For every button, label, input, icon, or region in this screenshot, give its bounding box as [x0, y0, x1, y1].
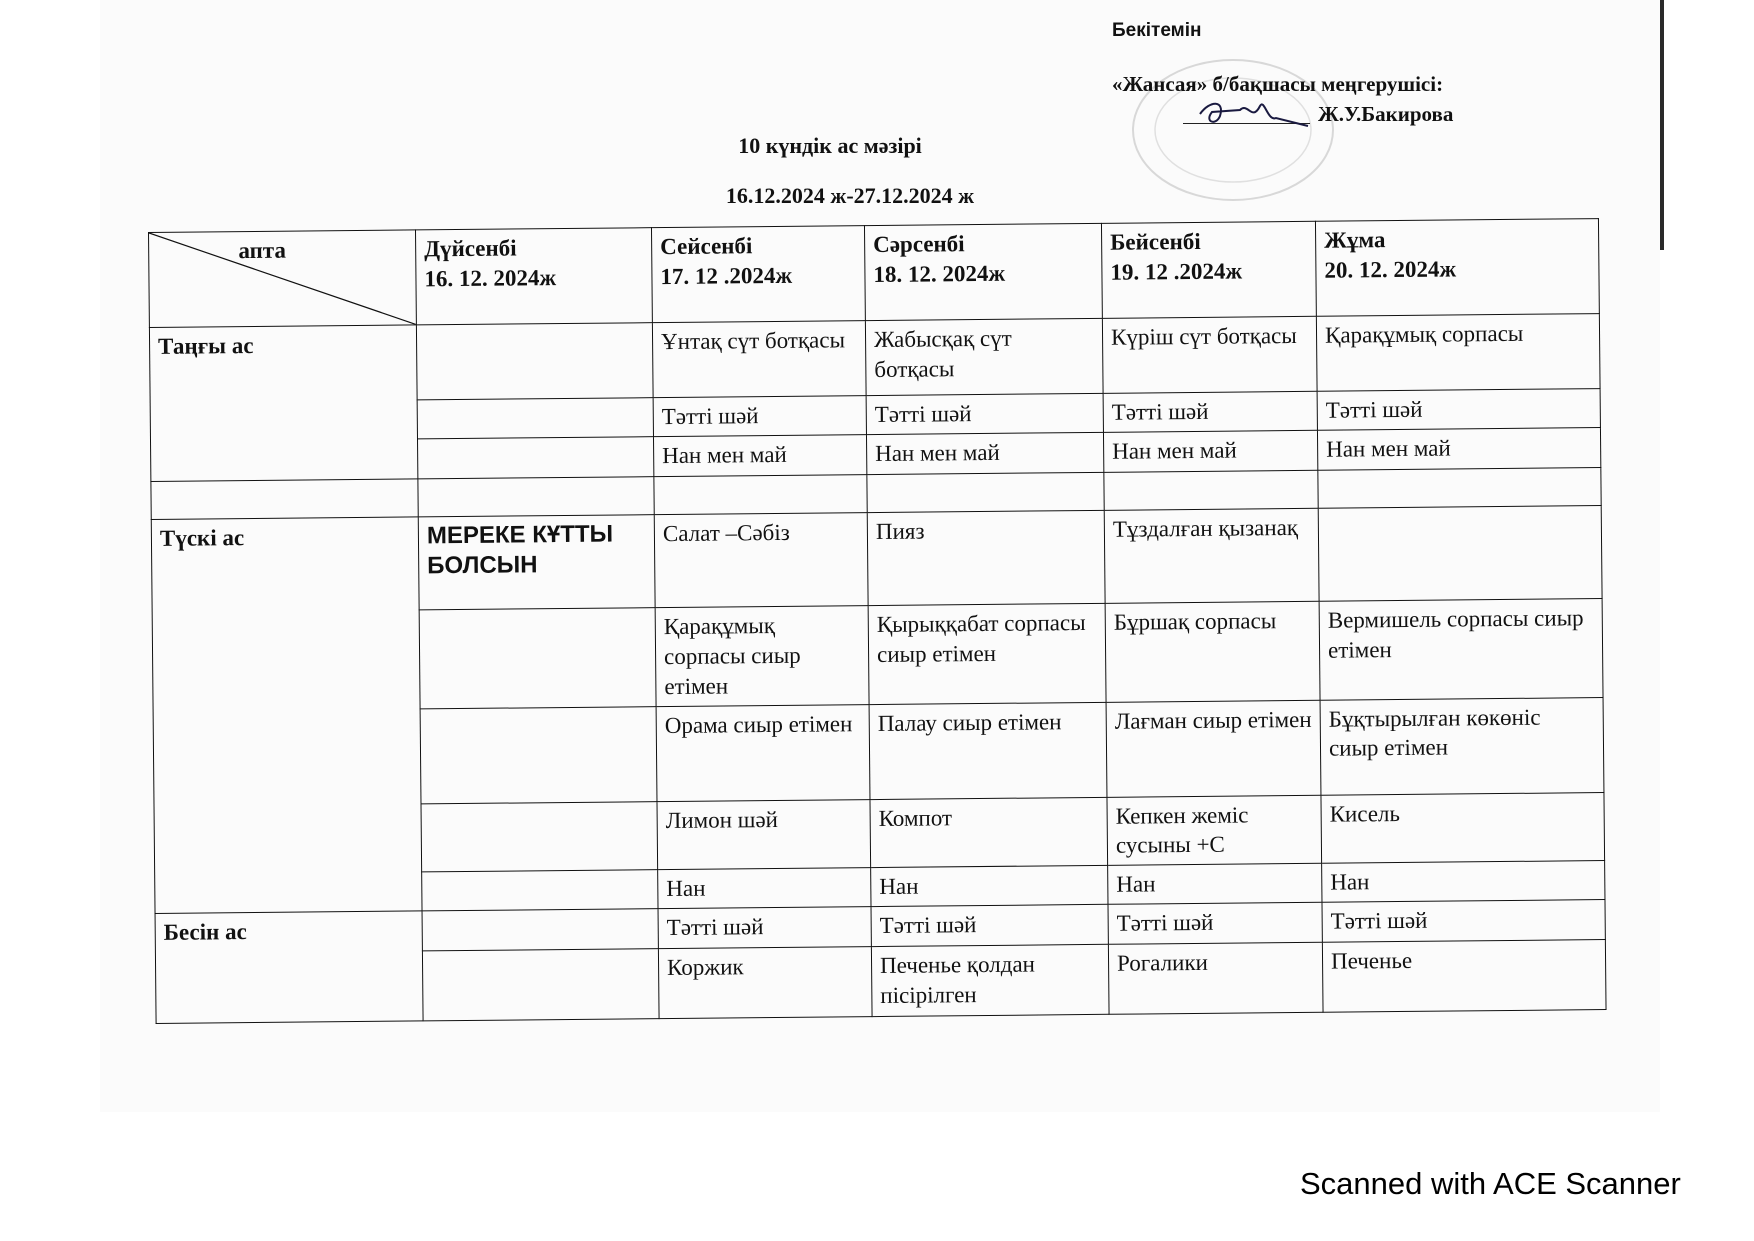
empty-cell: [867, 472, 1104, 512]
menu-cell: Лимон шәй: [657, 799, 871, 870]
handwritten-signature: [1190, 92, 1310, 132]
menu-cell: Нан мен май: [1317, 427, 1600, 470]
menu-cell: Тәтті шәй: [1103, 391, 1317, 432]
director-name: Ж.У.Бакирова: [1318, 102, 1454, 126]
menu-cell: Бұқтырылған көкөніс сиыр етімен: [1320, 697, 1604, 795]
corner-cell: [149, 230, 417, 328]
empty-cell: [421, 801, 658, 872]
menu-cell: Нан: [871, 866, 1108, 907]
menu-cell: Тәтті шәй: [1322, 900, 1605, 943]
menu-cell: Қарақұмық сорпасы сиыр етімен: [655, 605, 869, 706]
menu-cell: Печенье қолдан пісірілген: [871, 945, 1109, 1017]
menu-cell: Тәтті шәй: [658, 907, 871, 949]
menu-cell: Нан: [1108, 864, 1322, 905]
menu-cell: Тәтті шәй: [1317, 389, 1600, 431]
menu-table: [148, 218, 1607, 1024]
menu-cell: [416, 323, 653, 400]
empty-cell: [1318, 467, 1601, 508]
menu-cell: Печенье: [1322, 940, 1606, 1013]
empty-cell: [151, 479, 418, 520]
approval-org: «Жансая» б/бақшасы меңгерушісі:: [1112, 72, 1444, 96]
meal-breakfast: Таңғы ас: [149, 325, 417, 481]
menu-cell: Коржик: [658, 947, 872, 1019]
empty-cell: [420, 706, 657, 803]
menu-cell: Рогалики: [1108, 942, 1323, 1014]
menu-cell: Тәтті шәй: [653, 396, 866, 437]
approval-title: Бекітемін: [1112, 20, 1202, 41]
menu-cell: [417, 398, 653, 439]
menu-cell: Тұздалған қызанақ: [1104, 508, 1319, 603]
menu-cell: Орама сиыр етімен: [656, 704, 870, 801]
holiday-greeting: МЕРЕКЕ КҰТТЫ БОЛСЫН: [418, 515, 655, 610]
menu-cell: Нан мен май: [1103, 430, 1317, 472]
empty-cell: [422, 870, 658, 911]
day-header: Сейсенбі 17. 12 .2024ж: [651, 226, 865, 323]
table-row: [149, 314, 1600, 403]
day-header: Дүйсенбі 16. 12. 2024ж: [415, 228, 652, 325]
empty-cell: [1104, 470, 1318, 510]
header-row: [149, 219, 1600, 328]
empty-cell: [419, 608, 656, 709]
menu-cell: [422, 949, 659, 1021]
meal-lunch: Түскі ас: [151, 517, 422, 914]
scanner-watermark: Scanned with ACE Scanner: [1300, 1166, 1681, 1201]
week-label: апта: [238, 237, 287, 264]
menu-cell: Тәтті шәй: [1108, 902, 1322, 944]
menu-cell: Тәтті шәй: [871, 905, 1108, 947]
menu-cell: Тәтті шәй: [866, 393, 1103, 434]
menu-cell: Компот: [870, 797, 1108, 868]
empty-cell: [654, 475, 867, 515]
menu-cell: [1318, 505, 1602, 601]
menu-cell: Бұршақ сорпасы: [1105, 601, 1320, 702]
menu-cell: Нан мен май: [653, 435, 866, 477]
day-header: Сәрсенбі 18. 12. 2024ж: [864, 223, 1102, 320]
menu-cell: Палау сиыр етімен: [869, 702, 1107, 799]
table-row: [151, 505, 1602, 612]
menu-cell: Жабысқақ сүт ботқасы: [865, 318, 1103, 395]
menu-cell: Пияз: [867, 510, 1105, 605]
document-period: 16.12.2024 ж-27.12.2024 ж: [725, 183, 975, 208]
menu-cell: Күріш сүт ботқасы: [1102, 316, 1317, 393]
meal-snack: Бесін ас: [155, 911, 423, 1024]
menu-cell: [417, 437, 653, 479]
menu-cell: Қырыққабат сорпасы сиыр етімен: [868, 603, 1106, 704]
document-title: 10 күндік ас мәзірі: [738, 133, 922, 158]
menu-cell: Нан мен май: [866, 432, 1103, 474]
menu-cell: Ұнтақ сүт ботқасы: [652, 321, 866, 398]
menu-cell: Салат –Сәбіз: [654, 512, 868, 607]
menu-cell: Нан: [1322, 861, 1605, 903]
page-edge-shadow: [1660, 0, 1664, 250]
menu-cell: Нан: [658, 868, 871, 909]
day-header: Жұма 20. 12. 2024ж: [1315, 219, 1599, 317]
menu-cell: Қарақұмық сорпасы: [1316, 314, 1600, 392]
menu-cell: Вермишель сорпасы сиыр етімен: [1319, 598, 1603, 699]
menu-cell: Кепкен жеміс сусыны +С: [1107, 795, 1322, 866]
menu-cell: Лағман сиыр етімен: [1106, 700, 1321, 797]
menu-cell: [422, 909, 658, 951]
menu-cell: Кисель: [1321, 792, 1605, 863]
empty-cell: [418, 477, 654, 517]
day-header: Бейсенбі 19. 12 .2024ж: [1101, 221, 1316, 318]
